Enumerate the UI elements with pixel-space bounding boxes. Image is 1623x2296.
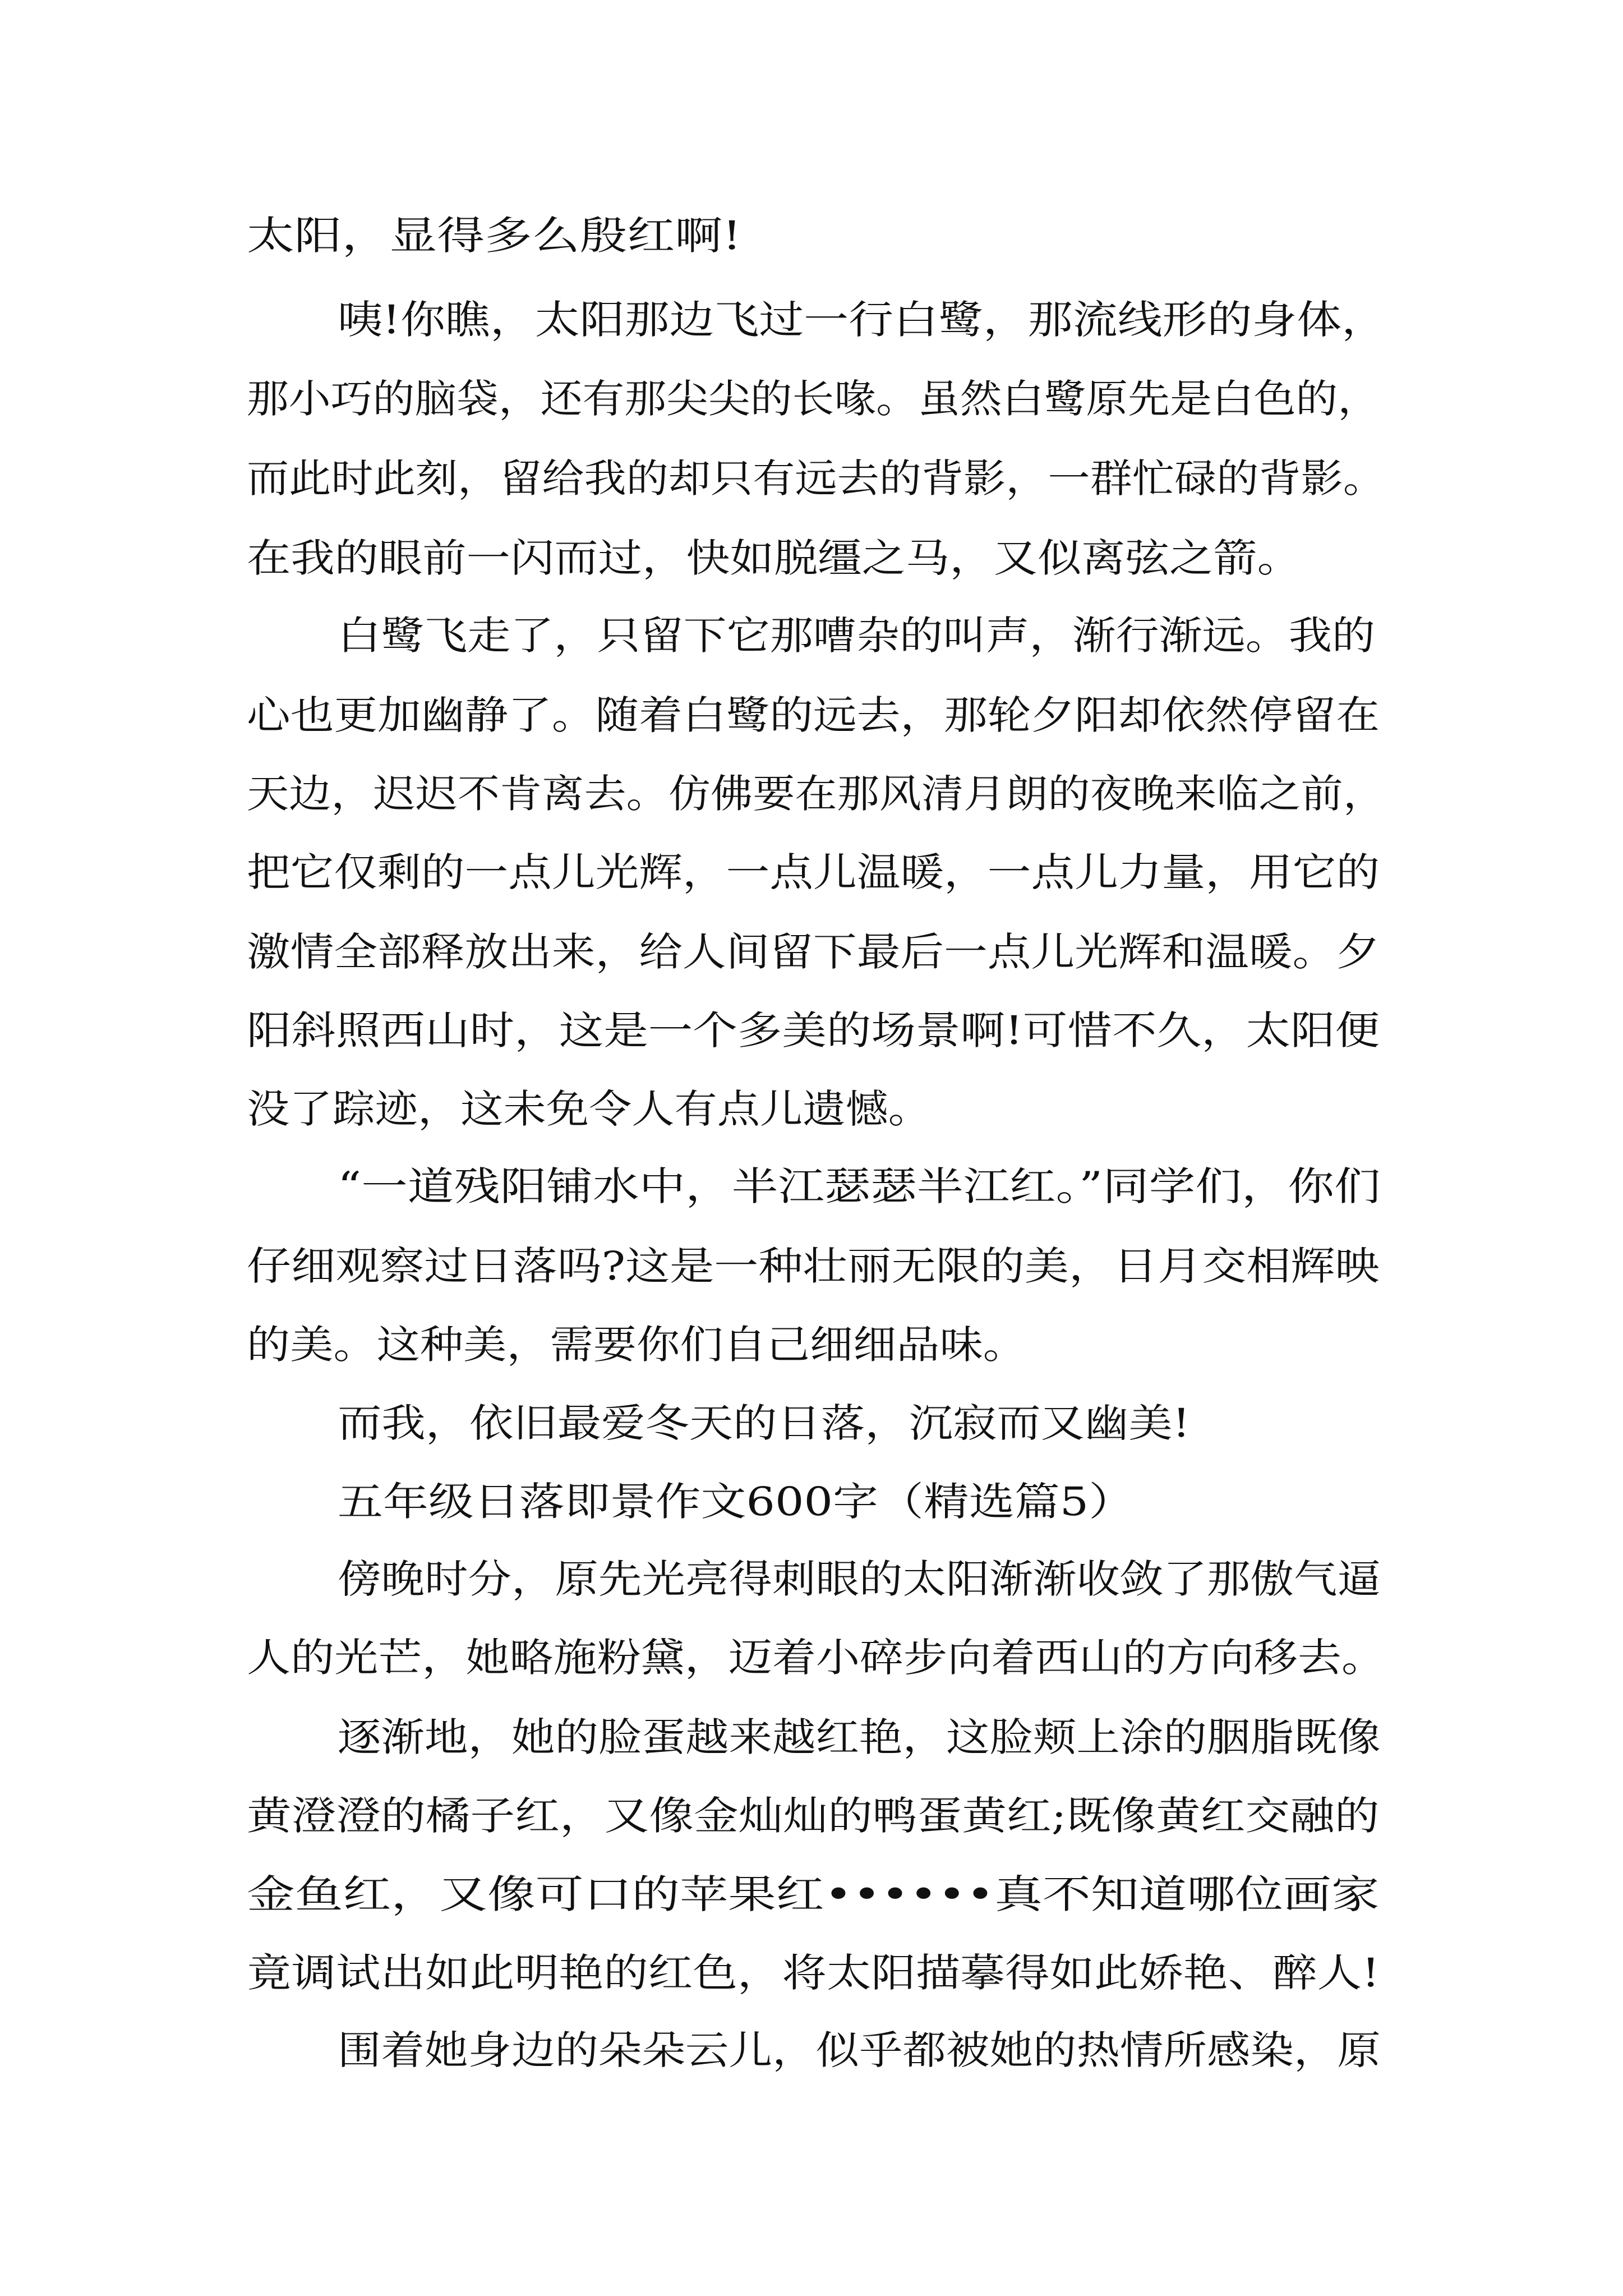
text-line: “一道残阳铺水中，半江瑟瑟半江红。”同学们，你们 — [338, 1163, 1381, 1209]
text-line: 仔细观察过日落吗?这是一种壮丽无限的美，日月交相辉映 — [247, 1243, 1380, 1289]
text-line: 白鹭飞走了，只留下它那嘈杂的叫声，渐行渐远。我的 — [338, 613, 1376, 659]
text-line: 阳斜照西山时，这是一个多美的场景啊!可惜不久，太阳便 — [247, 1007, 1380, 1053]
text-line: 围着她身边的朵朵云儿，似乎都被她的热情所感染，原 — [338, 2027, 1381, 2073]
text-line: 激情全部释放出来，给人间留下最后一点儿光辉和温暖。夕 — [247, 929, 1380, 975]
text-line: 在我的眼前一闪而过，快如脱缰之马，又似离弦之箭。 — [247, 535, 1301, 581]
text-line: 五年级日落即景作文600字（精选篇5） — [338, 1479, 1135, 1525]
text-line: 黄澄澄的橘子红，又像金灿灿的鸭蛋黄红;既像黄红交融的 — [247, 1793, 1380, 1839]
text-line: 逐渐地，她的脸蛋越来越红艳，这脸颊上涂的胭脂既像 — [338, 1714, 1381, 1760]
text-line: 把它仅剩的一点儿光辉，一点儿温暖，一点儿力量，用它的 — [247, 849, 1380, 895]
text-line: 心也更加幽静了。随着白鹭的远去，那轮夕阳却依然停留在 — [247, 692, 1380, 738]
text-line: 太阳，显得多么殷红啊! — [247, 213, 742, 259]
text-line: 没了踪迹，这未免令人有点儿遗憾。 — [247, 1086, 932, 1132]
text-line: 傍晚时分，原先光亮得刺眼的太阳渐渐收敛了那傲气逼 — [338, 1556, 1381, 1602]
text-line: 咦!你瞧，太阳那边飞过一行白鹭，那流线形的身体， — [338, 297, 1387, 343]
text-line: 竟调试出如此明艳的红色，将太阳描摹得如此娇艳、醉人! — [247, 1950, 1380, 1996]
text-line: 天边，迟迟不肯离去。仿佛要在那风清月朗的夜晚来临之前， — [247, 771, 1386, 817]
text-line: 人的光芒，她略施粉黛，迈着小碎步向着西山的方向移去。 — [247, 1635, 1386, 1681]
text-line: 而我，依旧最爱冬天的日落，沉寂而又幽美! — [338, 1400, 1191, 1446]
text-line: 金鱼红，又像可口的苹果红••••••真不知道哪位画家 — [247, 1871, 1380, 1917]
text-line: 那小巧的脑袋，还有那尖尖的长喙。虽然白鹭原先是白色的， — [247, 376, 1380, 422]
text-line: 的美。这种美，需要你们自己细细品味。 — [247, 1322, 1027, 1368]
text-line: 而此时此刻，留给我的却只有远去的背影，一群忙碌的背影。 — [247, 455, 1386, 501]
